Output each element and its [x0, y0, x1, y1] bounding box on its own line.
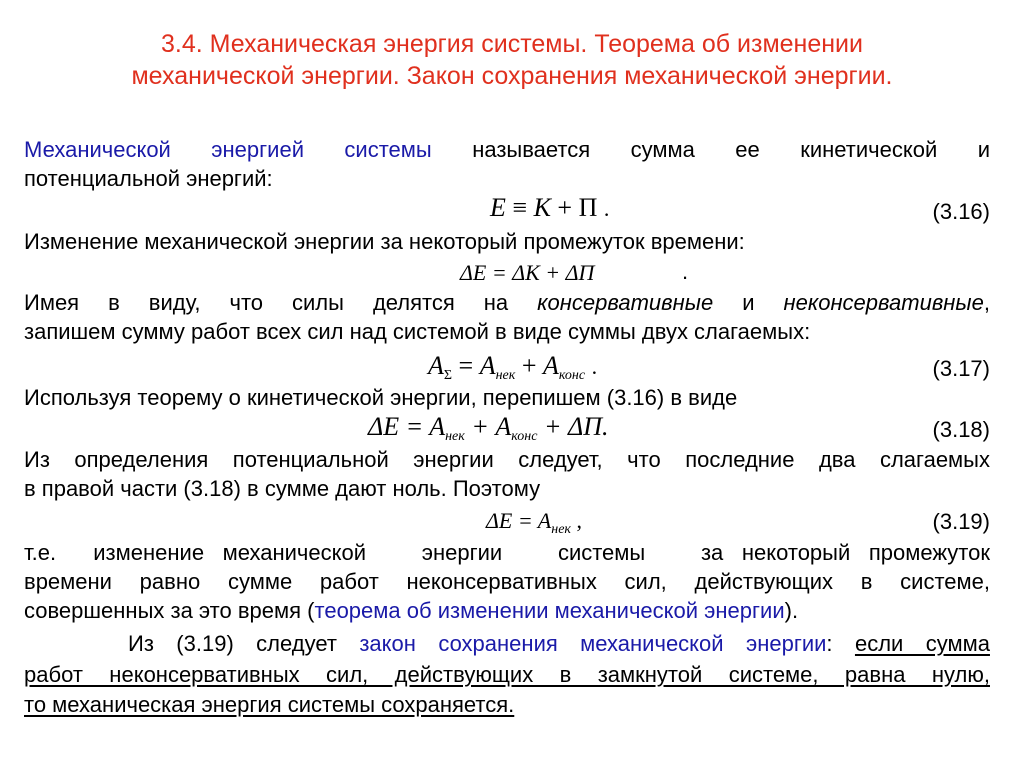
eq-number-3-19: (3.19) [932, 509, 990, 534]
equation-3-19: $\Delta E = A_{нек}$ , [486, 508, 582, 537]
p5-line2: в правой части (3.18) в сумме дают ноль. Поэтому [24, 476, 541, 501]
p3-line2: запишем сумму работ всех сил над системой в виде суммы двух слагаемых: [24, 319, 811, 344]
p1-line2: потенциальной энергий: [24, 166, 273, 191]
equation-3-18: $\Delta E = A_{нек} + A_{конс} + \Delta\Pi$. [368, 412, 609, 444]
p5-line1: Из определения потенциальной энергии следует, что последние два слагаемых [24, 447, 990, 472]
p7-line3: то механическая энергия системы сохраняется. [24, 692, 515, 717]
conservation-law-name: закон сохранения механической энергии [359, 631, 827, 656]
theorem-name: теорема об изменении механической энергии [314, 598, 785, 623]
eq-number-3-17: (3.17) [932, 356, 990, 381]
equation-3-17: $A_\Sigma = A_{нек} + A_{конс}$ . [428, 351, 598, 383]
p4-line: Используя теорему о кинетической энергии, перепишем (3.16) в виде [24, 385, 738, 410]
p6-line1: т.е. изменение механической энергии системы за некоторый промежуток [24, 540, 990, 565]
eq-number-3-16: (3.16) [932, 199, 990, 224]
p7-line2: работ неконсервативных сил, действующих в замкнутой системе, равна нулю, [24, 662, 990, 687]
p6-line2: времени равно сумме работ неконсервативных сил, действующих в системе, [24, 569, 990, 594]
equation-delta-energy: ΔE = ΔK + ΔΠ [460, 260, 595, 285]
equation-3-16: E ≡ K + Π . [490, 193, 610, 222]
p3-line1: Имея в виду, что силы делятся на консервативные и неконсервативные, [24, 290, 990, 315]
p2-line: Изменение механической энергии за некоторый промежуток времени: [24, 229, 745, 254]
word-conservative: консервативные [537, 290, 714, 315]
eq-delta-end: . [682, 259, 689, 284]
p7-line1: Из (3.19) следует закон сохранения механической энергии: если сумма [128, 631, 990, 656]
term-mech-energy: Механической энергией системы [24, 137, 432, 162]
title-line-2: механической энергии. Закон сохранения механической энергии. [131, 62, 893, 90]
word-nonconservative: неконсервативные [783, 290, 984, 315]
p1-rest: называется сумма ее кинетической и [472, 137, 991, 162]
eq-number-3-18: (3.18) [932, 417, 990, 442]
slide-title [0, 28, 1024, 92]
p6-line3: совершенных за это время (теорема об изменении механической энергии). [24, 598, 799, 623]
p1-line1 [24, 136, 990, 164]
title-line-1: 3.4. Механическая энергия системы. Теорема об изменении [161, 30, 863, 58]
